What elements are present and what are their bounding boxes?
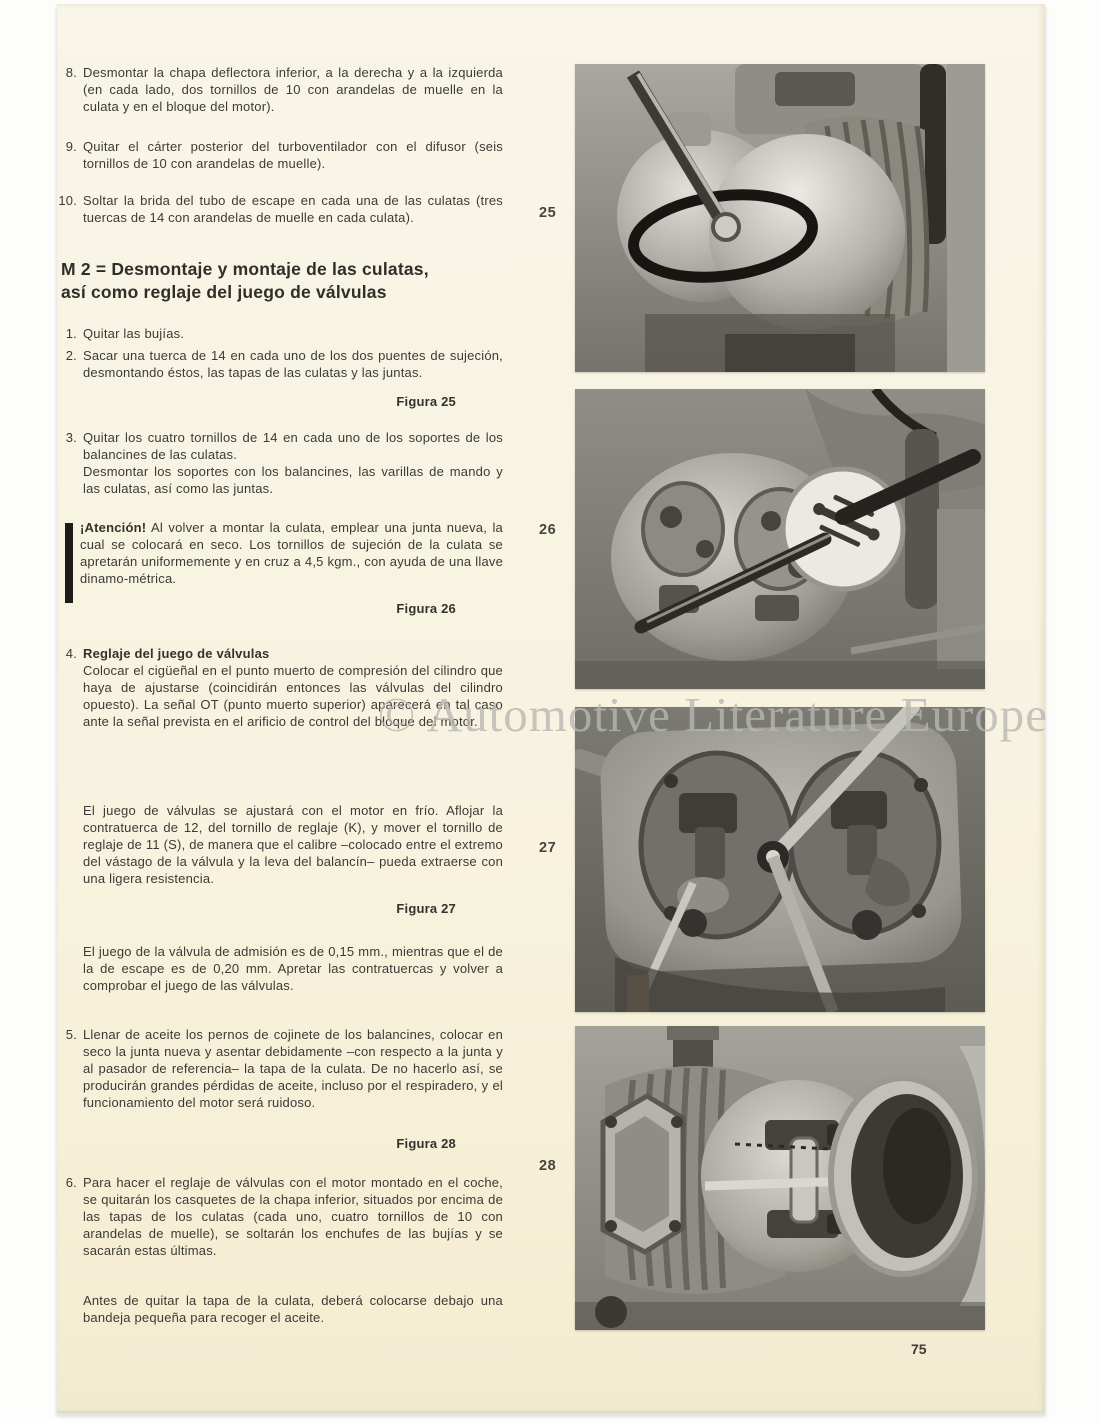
step-text-part2: Desmontar los soportes con los balancines, las varillas de mando y las culatas, así como las juntas.	[83, 464, 503, 496]
figure-ref-25: Figura 25	[396, 394, 456, 409]
step-number: 9.	[65, 139, 77, 154]
figure-ref-28: Figura 28	[396, 1136, 456, 1151]
figure-photo-25	[575, 64, 985, 372]
step-number: 5.	[65, 1027, 77, 1042]
figure-margin-label-28: 28	[539, 1158, 557, 1174]
section-heading-m2	[61, 258, 531, 304]
paragraph-oil-tray: Antes de quitar la tapa de la culata, deberá colocarse debajo una bandeja pequeña para recoger el aceite.	[83, 1293, 503, 1325]
figure-ref-27: Figura 27	[396, 901, 456, 916]
step-number: 8.	[65, 65, 77, 80]
watermark: © Automotive Literature Europe	[378, 687, 1049, 742]
photo-27-rocker-adjustment	[575, 707, 985, 1012]
attention-note	[80, 519, 503, 587]
photo-28-head-cover-removed	[575, 1026, 985, 1330]
step-number: 1.	[65, 326, 77, 341]
page-bottom-edge	[57, 1411, 1045, 1417]
step-number: 4.	[65, 646, 77, 661]
step-item-2	[51, 347, 503, 381]
section-heading-line1: M 2 = Desmontaje y montaje de las culatas,	[61, 259, 429, 279]
step-item-5	[51, 1026, 503, 1111]
step-text: Llenar de aceite los pernos de cojinete de los balancines, colocar en seco la junta nueva y asentar debidamente –con respecto a la junta y al pasador de referencia– la tapa de la culata. De no hacerlo así, se producirán grandes pérdidas de aceite, incluso por el respiradero, y el funcionamiento del motor será ruidoso.	[83, 1027, 503, 1110]
attention-title: ¡Atención!	[80, 520, 147, 535]
page-number: 75	[911, 1341, 927, 1357]
step-item-6	[51, 1174, 503, 1259]
step-item-1	[51, 325, 503, 342]
section-heading-line2: así como reglaje del juego de válvulas	[61, 282, 387, 302]
step-text: Para hacer el reglaje de válvulas con el motor montado en el coche, se quitarán los casquetes de la chapa inferior, situados por encima de las tapas de los culatas (cada uno, cuatro tornillos de 10 con arandelas de muelle), se soltarán los enchufes de las bujías y se sacarán estas últimas.	[83, 1175, 503, 1258]
attention-bar	[65, 523, 73, 603]
photo-26-torque-wrench-dial	[575, 389, 985, 689]
step-text: Quitar las bujías.	[83, 326, 185, 341]
figure-photo-28	[575, 1026, 985, 1330]
step-number: 10.	[58, 193, 77, 208]
step-item-8	[51, 64, 503, 115]
step-item-3	[51, 429, 503, 497]
step-item-9	[51, 138, 503, 172]
figure-ref-26: Figura 26	[396, 601, 456, 616]
step4-title: Reglaje del juego de válvulas	[83, 646, 270, 661]
photo-25-cylinder-head-wrench	[575, 64, 985, 372]
figure-margin-label-26: 26	[539, 522, 557, 538]
paragraph-valve-cold: El juego de válvulas se ajustará con el motor en frío. Aflojar la contratuerca de 12, del tornillo de reglaje (K), y mover el tornillo de reglaje de 11 (S), de manera que el calibre –colocado entre el extremo del vástago de la válvula y la leva del balancín– pueda extraerse con una ligera resistencia.	[83, 803, 503, 886]
step-text-part1: Quitar los cuatro tornillos de 14 en cada uno de los soportes de los balancines de las culatas.	[83, 430, 503, 462]
step-text: Quitar el cárter posterior del turboventilador con el difusor (seis tornillos de 10 con arandelas de muelle).	[83, 139, 503, 171]
step-number: 6.	[65, 1175, 77, 1190]
step-text: Soltar la brida del tubo de escape en cada una de las culatas (tres tuercas de 14 con arandelas de muelle en cada culata).	[83, 193, 503, 225]
step4-body: Colocar el cigüeñal en el punto muerto de compresión del cilindro que haya de ajustarse (coincidirán entonces las válvulas del cilindro opuesto). La señal OT (punto muerto superior) aparecerá en tal caso ante la señal prevista en el arificio de control del bloque del motor.	[83, 663, 503, 729]
figure-photo-27	[575, 707, 985, 1012]
figure-margin-label-27: 27	[539, 840, 557, 856]
step-text: Desmontar la chapa deflectora inferior, a la derecha y a la izquierda (en cada lado, dos tornillos de 10 con arandelas de muelle en la culata y en el bloque del motor).	[83, 65, 503, 114]
paragraph-valve-clearance: El juego de la válvula de admisión es de 0,15 mm., mientras que el de la de escape es de 0,20 mm. Apretar las contratuercas y volver a comprobar el juego de las válvulas.	[83, 944, 503, 993]
figure-margin-label-25: 25	[539, 205, 557, 221]
attention-text: Al volver a montar la culata, emplear una junta nueva, la cual se colocará en seco. Los tornillos de sujeción de la culata se apretarán uniformemente y en cruz a 4,5 kgm., con ayuda de una llave dinamo-métrica.	[80, 520, 503, 586]
step-text: Sacar una tuerca de 14 en cada uno de los dos puentes de sujeción, desmontando éstos, las tapas de las culatas y las juntas.	[83, 348, 503, 380]
figure-photo-26	[575, 389, 985, 689]
step-number: 2.	[65, 348, 77, 363]
step-text	[83, 429, 503, 497]
step-item-10	[51, 192, 503, 226]
step-number: 3.	[65, 430, 77, 445]
